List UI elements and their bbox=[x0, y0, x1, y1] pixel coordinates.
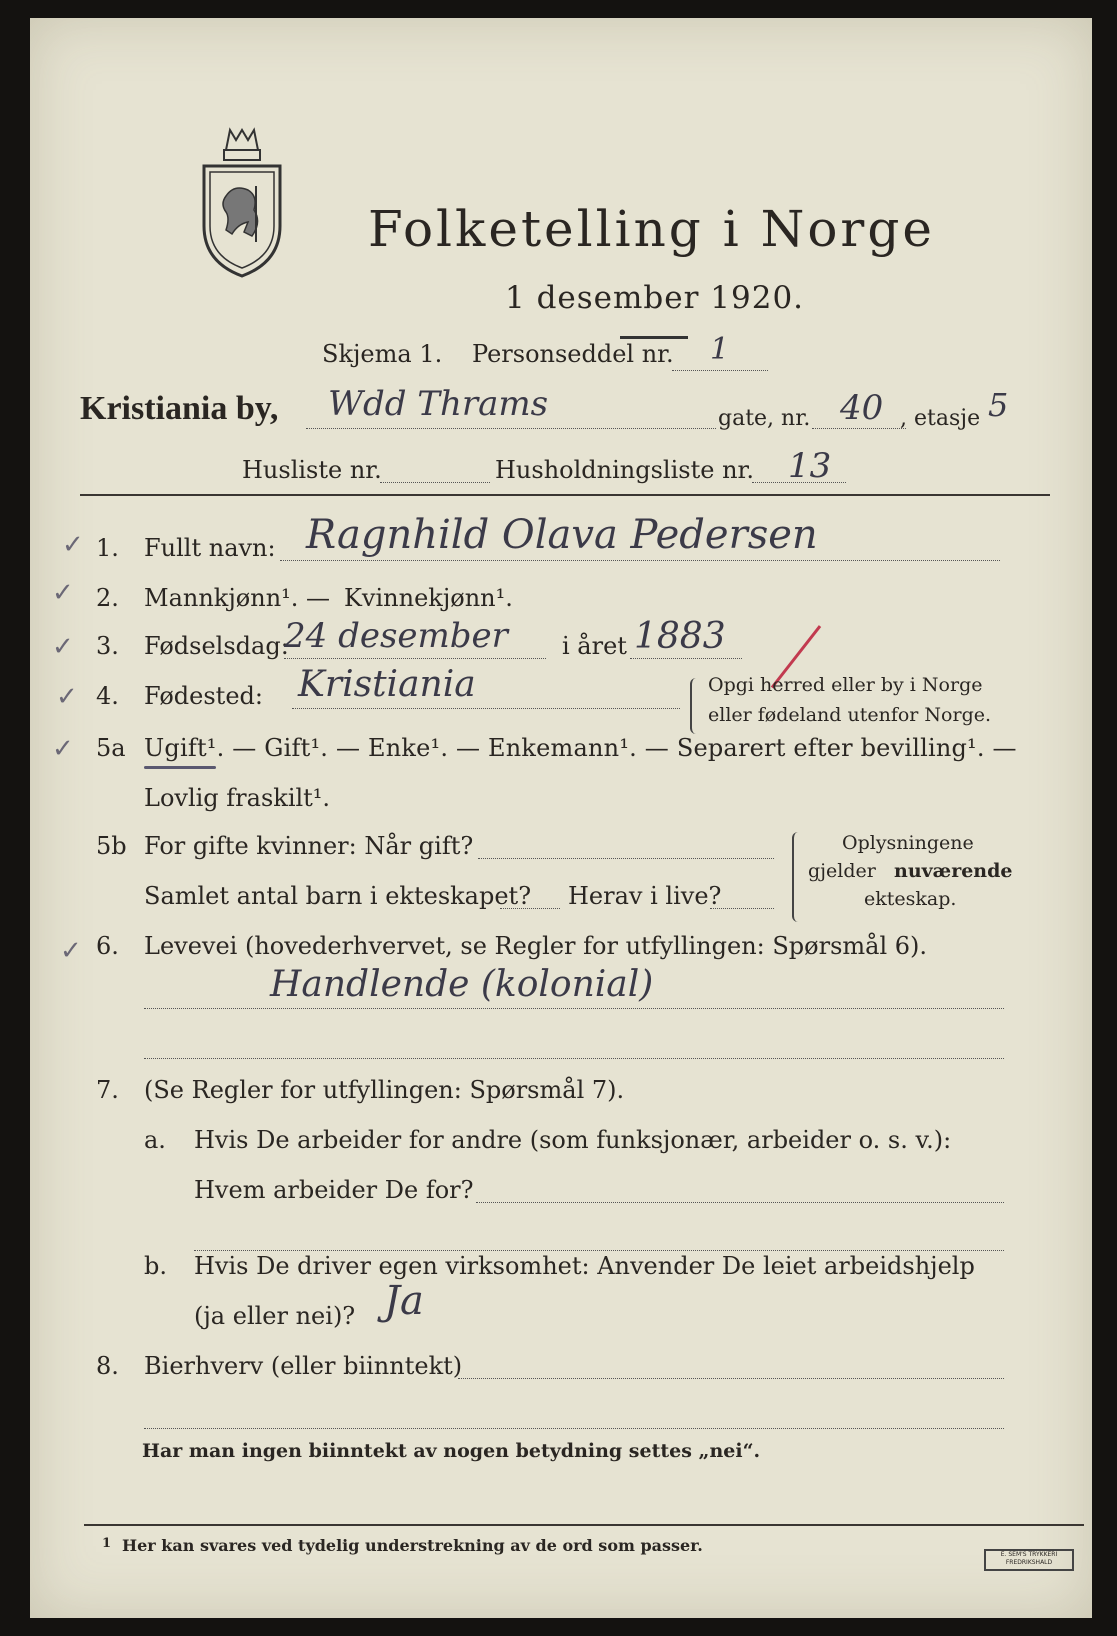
q7a-line-1 bbox=[476, 1202, 1004, 1203]
q2-number: 2. bbox=[96, 584, 119, 612]
etasje-value: 5 bbox=[988, 386, 1009, 424]
checkmark-icon: ✓ bbox=[52, 578, 74, 608]
q5a-ugift-underline bbox=[144, 766, 216, 769]
q6-label: Levevei (hovederhvervet, se Regler for utfyllingen: Spørsmål 6). bbox=[144, 932, 928, 960]
q7a-label-2: Hvem arbeider De for? bbox=[194, 1176, 474, 1204]
husholdning-line bbox=[752, 482, 846, 483]
norway-lion-shield-icon bbox=[200, 126, 284, 278]
footnote-text: Her kan svares ved tydelig understrekning av de ord som passer. bbox=[122, 1536, 703, 1555]
q8-line-2 bbox=[144, 1428, 1004, 1429]
q5b-married-line bbox=[478, 858, 774, 859]
q2-male-option: Mannkjønn¹. — bbox=[144, 584, 331, 612]
husholdning-value: 13 bbox=[788, 446, 832, 486]
street-value: Wdd Thrams bbox=[328, 384, 549, 424]
personseddel-label: Personseddel nr. bbox=[472, 340, 674, 368]
personseddel-value: 1 bbox=[710, 332, 730, 367]
q4-note-line-2: eller fødeland utenfor Norge. bbox=[708, 704, 992, 726]
q8-label: Bierhverv (eller biinntekt) bbox=[144, 1352, 463, 1380]
header-divider bbox=[80, 494, 1050, 496]
gate-number-value: 40 bbox=[840, 388, 884, 428]
q3-year-value: 1883 bbox=[634, 616, 726, 657]
q3-year-line bbox=[630, 658, 742, 659]
q4-note-brace bbox=[690, 678, 698, 734]
schema-label: Skjema 1. bbox=[322, 340, 443, 368]
footnote-mark: 1 bbox=[102, 1536, 112, 1551]
etasje-label: , etasje bbox=[900, 406, 981, 431]
q7a-line-2 bbox=[194, 1250, 1004, 1251]
gate-number-line bbox=[812, 428, 906, 429]
q6-number: 6. bbox=[96, 932, 119, 960]
q3-line bbox=[284, 658, 546, 659]
q4-birthplace-value: Kristiania bbox=[298, 664, 476, 705]
checkmark-icon: ✓ bbox=[52, 632, 74, 662]
city-label: Kristiania by, bbox=[80, 390, 279, 427]
gate-label: gate, nr. bbox=[718, 406, 811, 431]
checkmark-icon: ✓ bbox=[62, 530, 84, 560]
checkmark-icon: ✓ bbox=[56, 682, 78, 712]
q3-label: Fødselsdag: bbox=[144, 632, 289, 660]
q1-label: Fullt navn: bbox=[144, 534, 276, 562]
q6-line-2 bbox=[144, 1058, 1004, 1059]
q7b-letter: b. bbox=[144, 1252, 167, 1280]
q7b-value: Ja bbox=[384, 1278, 424, 1324]
footer-note: Har man ingen biinntekt av nogen betydning settes „nei“. bbox=[142, 1440, 761, 1462]
q1-number: 1. bbox=[96, 534, 119, 562]
q5a-number: 5a bbox=[96, 734, 126, 762]
q7-label: (Se Regler for utfyllingen: Spørsmål 7). bbox=[144, 1076, 625, 1104]
q5b-alive-line bbox=[710, 908, 774, 909]
q4-number: 4. bbox=[96, 682, 119, 710]
husholdning-label: Husholdningsliste nr. bbox=[495, 456, 754, 484]
husliste-line bbox=[380, 482, 490, 483]
q7b-label-2: (ja eller nei)? bbox=[194, 1302, 356, 1330]
census-form-page bbox=[30, 18, 1092, 1618]
q6-line-1 bbox=[144, 1008, 1004, 1009]
q5a-marital-options: Ugift¹. — Gift¹. — Enke¹. — Enkemann¹. — Separert efter bevilling¹. — bbox=[144, 734, 1017, 762]
q6-occupation-value: Handlende (kolonial) bbox=[270, 964, 654, 1005]
q7b-label-1: Hvis De driver egen virksomhet: Anvender De leiet arbeidshjelp bbox=[194, 1252, 975, 1280]
q7a-label-1: Hvis De arbeider for andre (som funksjonær, arbeider o. s. v.): bbox=[194, 1126, 952, 1154]
q5b-children-label: Samlet antal barn i ekteskapet? bbox=[144, 882, 532, 910]
q3-number: 3. bbox=[96, 632, 119, 660]
q3-birthday-value: 24 desember bbox=[284, 616, 508, 656]
q5a-divorced-option: Lovlig fraskilt¹. bbox=[144, 784, 331, 812]
personseddel-line bbox=[672, 370, 768, 371]
footer-divider bbox=[84, 1524, 1084, 1526]
q5b-note-line-3: ekteskap. bbox=[864, 888, 957, 910]
q1-full-name-value: Ragnhild Olava Pedersen bbox=[306, 512, 818, 558]
q4-label: Fødested: bbox=[144, 682, 263, 710]
checkmark-icon: ✓ bbox=[52, 734, 74, 764]
q5b-note-brace bbox=[792, 832, 800, 922]
q4-note-line-1: Opgi herred eller by i Norge bbox=[708, 674, 983, 696]
q7-number: 7. bbox=[96, 1076, 119, 1104]
q5b-alive-label: Herav i live? bbox=[568, 882, 722, 910]
checkmark-icon: ✓ bbox=[60, 936, 82, 966]
form-title: Folketelling i Norge bbox=[368, 200, 935, 258]
q3-year-label: i året bbox=[562, 632, 627, 660]
printer-stamp: E. SEM'S TRYKKERI FREDRIKSHALD bbox=[984, 1549, 1074, 1571]
q1-line bbox=[280, 560, 1000, 561]
q5b-note-line-1: Oplysningene bbox=[842, 832, 974, 854]
title-divider bbox=[620, 336, 688, 339]
q8-number: 8. bbox=[96, 1352, 119, 1380]
street-line bbox=[306, 428, 716, 429]
q5b-note-gjelder: gjelder bbox=[808, 860, 876, 882]
form-date: 1 desember 1920. bbox=[505, 280, 805, 316]
q4-line bbox=[292, 708, 680, 709]
q5b-note-bold: nuværende bbox=[894, 860, 1013, 882]
q2-female-option: Kvinnekjønn¹. bbox=[344, 584, 513, 612]
q7a-letter: a. bbox=[144, 1126, 166, 1154]
husliste-label: Husliste nr. bbox=[242, 456, 382, 484]
q8-line-1 bbox=[458, 1378, 1004, 1379]
q5b-number: 5b bbox=[96, 832, 127, 860]
q5b-children-line bbox=[500, 908, 560, 909]
q5b-married-label: For gifte kvinner: Når gift? bbox=[144, 832, 474, 860]
